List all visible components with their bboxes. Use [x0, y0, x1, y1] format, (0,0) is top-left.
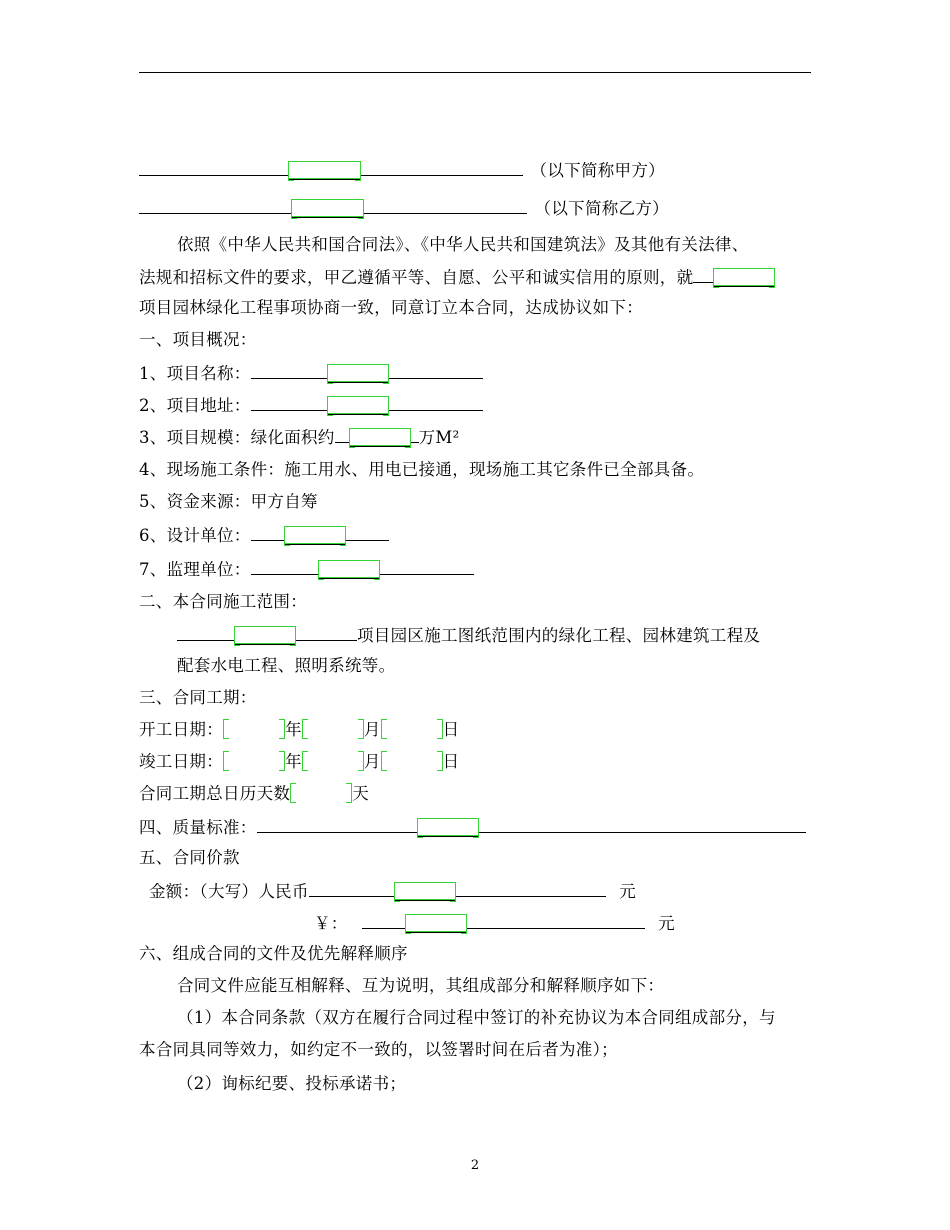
party-b-field[interactable] [291, 199, 364, 217]
underline [251, 361, 327, 379]
month-label: 月 [363, 720, 381, 739]
amount-figures-field[interactable] [405, 914, 467, 932]
start-date-label: 开工日期： [139, 720, 223, 739]
project-address-line [139, 393, 483, 417]
total-days-line [139, 783, 369, 805]
page-number: 2 [470, 1158, 480, 1173]
end-year-field[interactable] [223, 752, 285, 770]
yuan-label: 元 [619, 882, 637, 901]
quality-field[interactable] [417, 818, 479, 836]
intro-text-2: 法规和招标文件的要求，甲乙遵循平等、自愿、公平和诚实信用的原则，就 [139, 268, 694, 287]
header-rule [139, 72, 811, 73]
project-name-label: 1、项目名称： [139, 364, 251, 383]
underline [251, 523, 284, 541]
project-address-field[interactable] [327, 396, 389, 414]
start-date-line [139, 719, 459, 741]
scope-line-1 [177, 623, 760, 647]
section-6-item-1a: （1）本合同条款（双方在履行合同过程中签订的补充协议为本合同组成部分，与 [177, 1008, 776, 1027]
section-2-title: 二、本合同施工范围： [139, 592, 307, 611]
project-scale-unit: 万M² [418, 428, 460, 447]
party-a-label: （以下简称甲方） [530, 161, 665, 180]
underline [380, 557, 474, 575]
underline [177, 623, 234, 641]
intro-line-3: 项目园林绿化工程事项协商一致，同意订立本合同，达成协议如下： [139, 298, 643, 317]
section-6-intro: 合同文件应能互相解释、互为说明，其组成部分和解释顺序如下： [177, 976, 665, 995]
total-days-unit: 天 [352, 784, 370, 803]
total-days-field[interactable] [290, 784, 352, 802]
scope-text: 项目园区施工图纸范围内的绿化工程、园林建筑工程及 [357, 626, 761, 645]
intro-underline [693, 265, 713, 283]
amount-figures-label: ￥： [314, 914, 348, 933]
underline [346, 523, 389, 541]
underline [309, 879, 394, 897]
underline [251, 557, 318, 575]
section-6-item-1b: 本合同具同等效力，如约定不一致的，以签署时间在后者为准）； [139, 1040, 618, 1059]
party-a-underline [139, 158, 288, 176]
underline [389, 361, 483, 379]
intro-line-2 [139, 265, 775, 289]
start-year-field[interactable] [223, 720, 285, 738]
underline [389, 393, 483, 411]
design-unit-label: 6、设计单位： [139, 526, 251, 545]
supervision-unit-label: 7、监理单位： [139, 560, 251, 579]
underline [362, 911, 405, 929]
scope-project-field[interactable] [234, 626, 296, 644]
project-scale-field[interactable] [349, 428, 411, 446]
quality-label: 四、质量标准： [139, 818, 257, 837]
party-b-label: （以下简称乙方） [534, 199, 669, 218]
intro-line-1: 依照《中华人民共和国合同法》、《中华人民共和国建筑法》及其他有关法律、 [177, 235, 749, 254]
project-address-label: 2、项目地址： [139, 396, 251, 415]
yuan-label: 元 [658, 914, 675, 933]
month-label: 月 [363, 752, 381, 771]
party-b-underline [139, 196, 291, 214]
section-3-title: 三、合同工期： [139, 688, 257, 707]
amount-words-line [149, 879, 636, 903]
party-a-line [139, 158, 665, 182]
underline [257, 815, 417, 833]
section-6-item-2: （2）询标纪要、投标承诺书； [177, 1074, 407, 1093]
site-conditions-line: 4、现场施工条件：施工用水、用电已接通，现场施工其它条件已全部具备。 [139, 460, 705, 479]
party-a-underline-2 [361, 158, 523, 176]
end-date-label: 竣工日期： [139, 752, 223, 771]
supervision-unit-line [139, 557, 474, 581]
quality-line [139, 815, 806, 839]
scope-line-2: 配套水电工程、照明系统等。 [177, 656, 396, 675]
party-b-line [139, 196, 669, 220]
amount-words-label: 金额：（大写）人民币 [149, 882, 309, 901]
end-date-line [139, 751, 459, 773]
start-day-field[interactable] [381, 720, 443, 738]
underline [251, 393, 327, 411]
party-b-underline-2 [364, 196, 527, 214]
underline [467, 911, 645, 929]
year-label: 年 [285, 752, 302, 771]
design-unit-line [139, 523, 389, 547]
day-label: 日 [442, 752, 460, 771]
day-label: 日 [442, 720, 460, 739]
project-name-field-intro[interactable] [713, 268, 775, 286]
year-label: 年 [285, 720, 302, 739]
underline [456, 879, 606, 897]
party-a-field[interactable] [288, 161, 361, 179]
section-5-title: 五、合同价款 [139, 848, 240, 867]
project-name-line [139, 361, 483, 385]
underline [296, 623, 357, 641]
project-scale-label: 3、项目规模：绿化面积约 [139, 428, 335, 447]
end-month-field[interactable] [302, 752, 364, 770]
project-name-field[interactable] [327, 364, 389, 382]
design-unit-field[interactable] [284, 526, 346, 544]
end-day-field[interactable] [381, 752, 443, 770]
amount-words-field[interactable] [394, 882, 456, 900]
underline [335, 425, 349, 443]
section-6-title: 六、组成合同的文件及优先解释顺序 [139, 944, 408, 963]
total-days-label: 合同工期总日历天数 [139, 784, 291, 803]
underline [411, 425, 419, 443]
section-1-title: 一、项目概况： [139, 330, 257, 349]
amount-figures-line [314, 911, 675, 935]
project-scale-line [139, 425, 460, 449]
underline [479, 815, 806, 833]
funding-source-line: 5、资金来源：甲方自筹 [139, 492, 318, 511]
start-month-field[interactable] [302, 720, 364, 738]
supervision-unit-field[interactable] [318, 560, 380, 578]
